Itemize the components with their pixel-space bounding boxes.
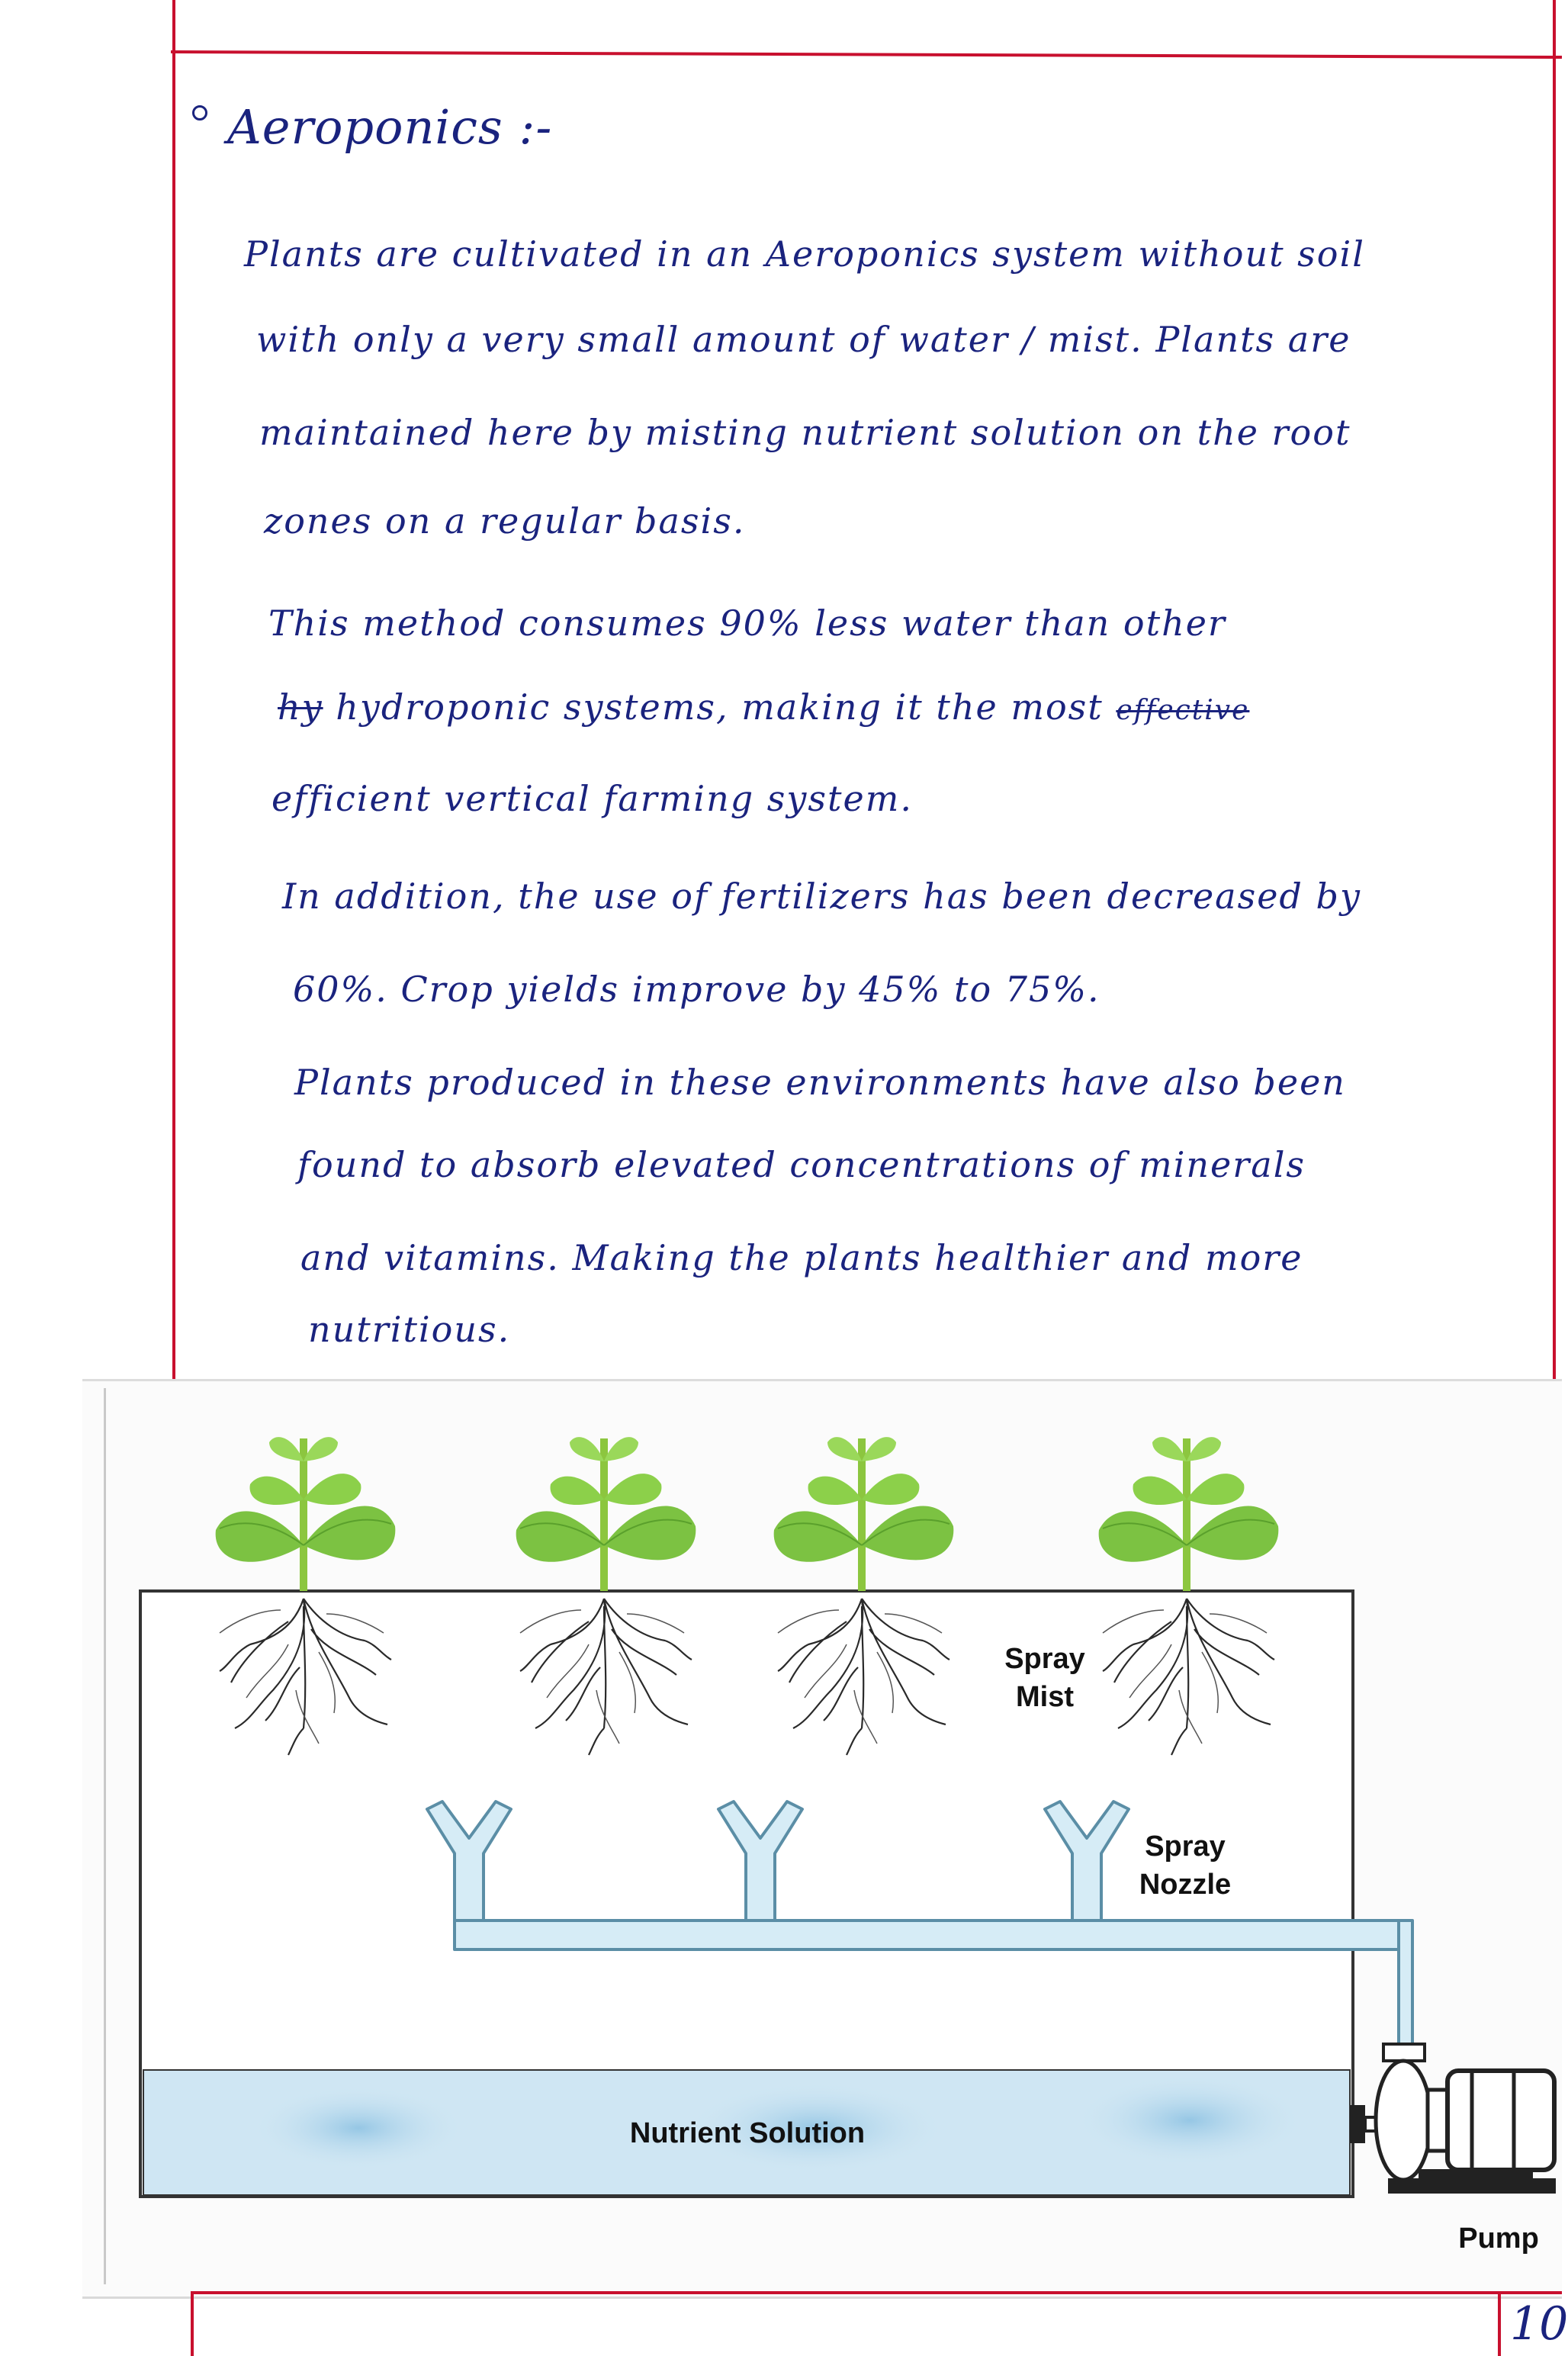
margin-line-bottom-top bbox=[191, 2291, 1562, 2294]
para1-line3: maintained here by misting nutrient solution on the root bbox=[259, 412, 1351, 453]
spray-nozzle-label bbox=[1117, 1827, 1254, 1904]
page-number: 10 bbox=[1510, 2297, 1568, 2351]
nutrient-solution-label: Nutrient Solution bbox=[629, 2117, 866, 2149]
pump-label: Pump bbox=[1458, 2223, 1539, 2255]
para2-line3: efficient vertical farming system. bbox=[272, 778, 913, 819]
spray-nozzle-label-line1: Spray bbox=[1145, 1830, 1226, 1863]
spray-mist-label bbox=[976, 1640, 1113, 1716]
para4-line2: found to absorb elevated concentrations of minerals bbox=[297, 1144, 1306, 1185]
pump-icon bbox=[1350, 2044, 1556, 2194]
para3-line2: 60%. Crop yields improve by 45% to 75%. bbox=[293, 969, 1100, 1010]
para4-line3: and vitamins. Making the plants healthier and more bbox=[300, 1237, 1303, 1278]
heading: Aeroponics :- bbox=[227, 99, 553, 155]
para3-line1: In addition, the use of fertilizers has been decreased by bbox=[282, 876, 1361, 917]
spray-mist-label-line2: Mist bbox=[1016, 1681, 1074, 1713]
para2-line2-text: hydroponic systems, making it the most bbox=[336, 686, 1104, 728]
para1-line2: with only a very small amount of water / mist. Plants are bbox=[256, 319, 1351, 360]
para4-line4: nutritious. bbox=[308, 1309, 511, 1350]
spray-mist-label-line1: Spray bbox=[1004, 1643, 1085, 1675]
para4-line1: Plants produced in these environments have also been bbox=[294, 1062, 1346, 1103]
margin-line-bottom-right bbox=[1498, 2293, 1501, 2356]
struck-word-end: effective bbox=[1116, 695, 1250, 726]
para2-line1: This method consumes 90% less water than other bbox=[268, 603, 1226, 644]
para1-line4: zones on a regular basis. bbox=[264, 500, 746, 542]
spray-nozzle-label-line2: Nozzle bbox=[1139, 1869, 1232, 1901]
para1-line1: Plants are cultivated in an Aeroponics system without soil bbox=[244, 233, 1365, 275]
margin-line-bottom-left bbox=[191, 2291, 194, 2356]
struck-word: hy bbox=[278, 686, 323, 728]
